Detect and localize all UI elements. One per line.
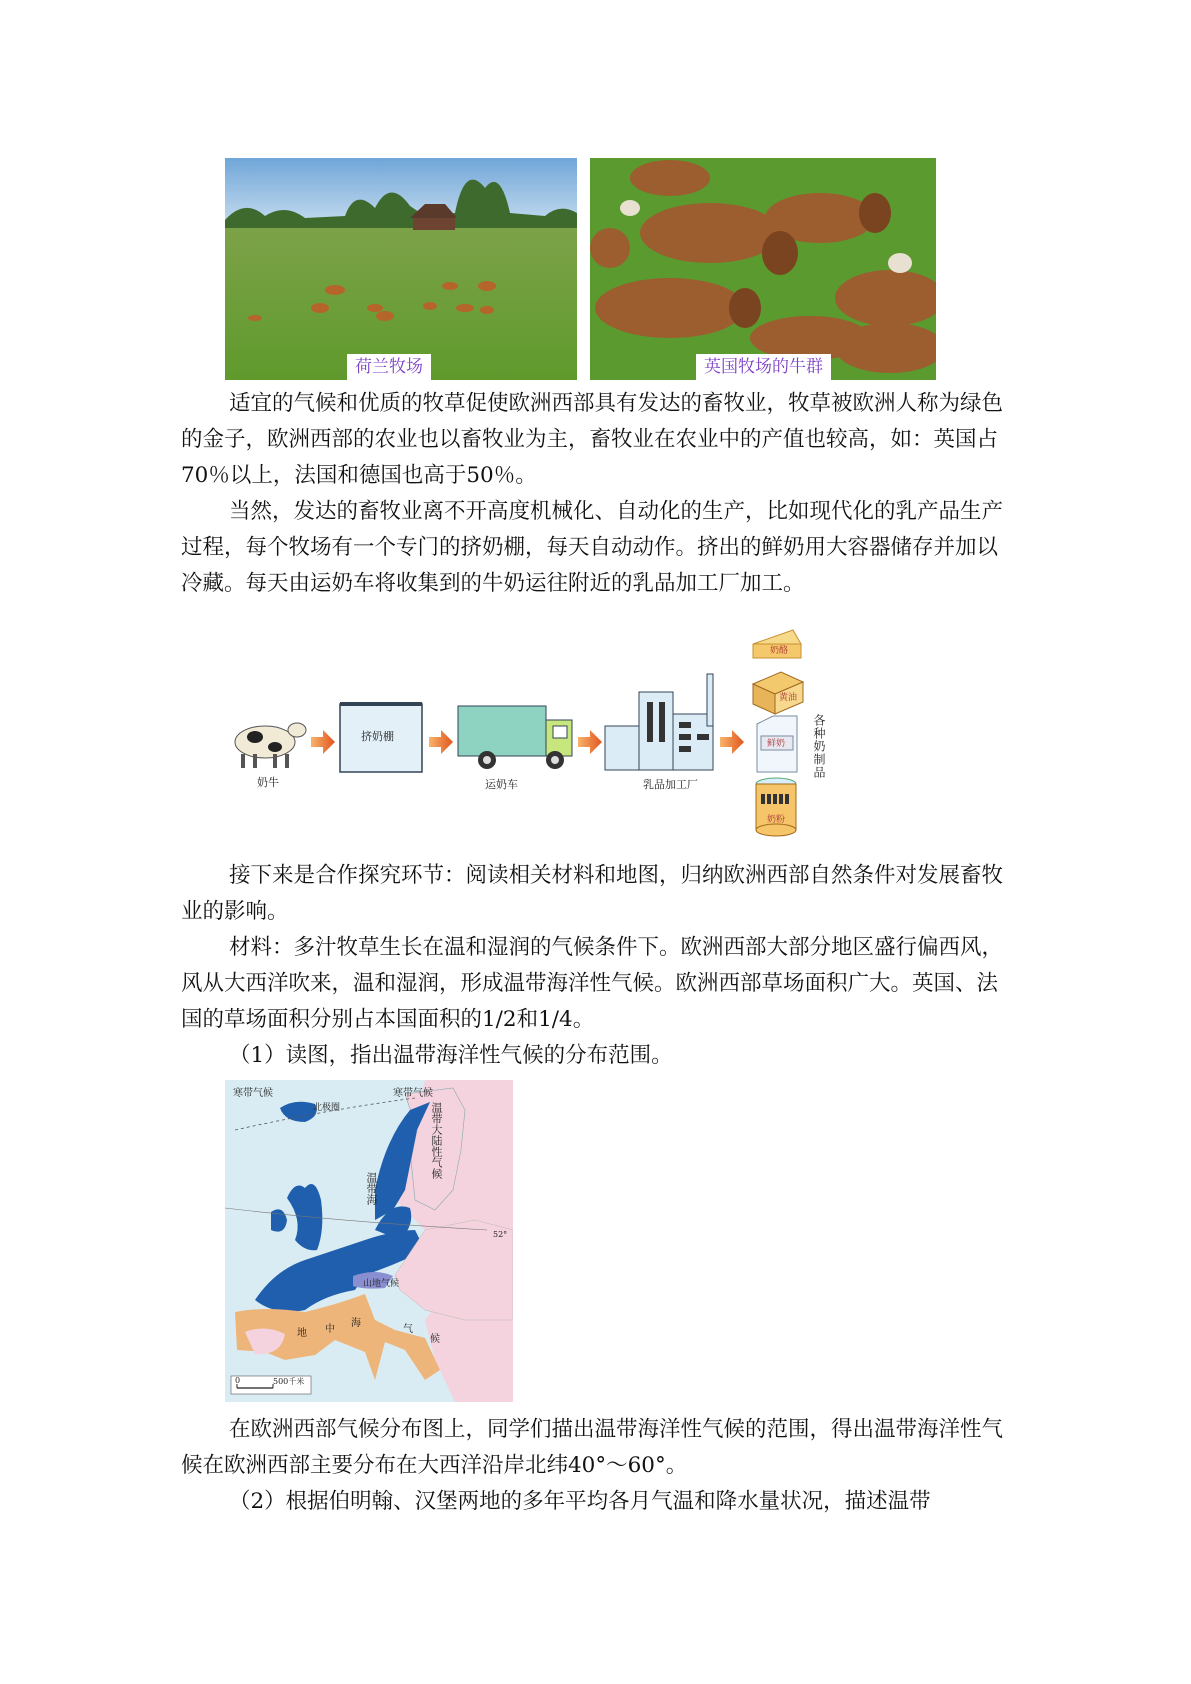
- text-block-2: [181, 858, 1013, 1074]
- climate-map: [225, 1080, 513, 1402]
- paragraph: 当然，发达的畜牧业离不开高度机械化、自动化的生产，比如现代化的乳产品生产过程，每个牧场有一个专门的挤奶棚，每天自动动作。挤出的鲜奶用大容器储存并加以冷藏。每天由运奶车将收集到的牛奶运往附近的乳品加工厂加工。: [181, 499, 1004, 596]
- text-block-1: [181, 386, 1013, 602]
- cow-icon: [235, 723, 306, 768]
- products-label: 各种奶制品: [812, 714, 826, 779]
- map-label: 地: [297, 1328, 307, 1339]
- map-label: 寒带气候: [393, 1088, 433, 1099]
- scale-zero: 0: [235, 1376, 241, 1385]
- arrow-icon: [578, 730, 602, 754]
- paragraph: 适宜的气候和优质的牧草促使欧洲西部具有发达的畜牧业，牧草被欧洲人称为绿色的金子，欧洲西部的农业也以畜牧业为主，畜牧业在农业中的产值也较高，如：英国占70％以上，法国和德国也高于50％。: [181, 391, 1004, 488]
- cow-label: 奶牛: [257, 776, 279, 789]
- map-label: 北极圈: [313, 1103, 341, 1113]
- photo-uk-cattle: [590, 158, 936, 380]
- scale-label: 500千米: [273, 1377, 305, 1386]
- map-label: 候: [430, 1334, 440, 1345]
- arrow-icon: [311, 730, 335, 754]
- truck-label: 运奶车: [485, 778, 518, 791]
- milk-powder-can-icon: [756, 778, 796, 836]
- map-label: 温带大陆性气候: [430, 1102, 443, 1179]
- photo-caption: 荷兰牧场: [347, 354, 431, 380]
- map-label: 山地气候: [363, 1279, 400, 1289]
- dairy-flow-diagram: [225, 622, 865, 842]
- dairy-factory-icon: [605, 674, 713, 770]
- powder-label: 奶粉: [767, 815, 786, 825]
- factory-label: 乳品加工厂: [643, 778, 698, 791]
- text-block-3: [181, 1412, 1013, 1520]
- paragraph: 材料：多汁牧草生长在温和湿润的气候条件下。欧洲西部大部分地区盛行偏西风，风从大西洋吹来，温和湿润，形成温带海洋性气候。欧洲西部草场面积广大。英国、法国的草场面积分别占本国面积的1/2和1/4。: [181, 935, 1004, 1032]
- arrow-icon: [720, 730, 744, 754]
- map-label: 寒带气候: [233, 1088, 273, 1099]
- arrow-icon: [429, 730, 453, 754]
- shed-label: 挤奶棚: [361, 730, 394, 743]
- map-label: 海: [351, 1318, 361, 1329]
- paragraph: （1）读图，指出温带海洋性气候的分布范围。: [229, 1043, 673, 1068]
- paragraph: （2）根据伯明翰、汉堡两地的多年平均各月气温和降水量状况，描述温带: [229, 1489, 931, 1514]
- cheese-label: 奶酪: [770, 646, 789, 656]
- photo-dutch-pasture: [225, 158, 577, 380]
- map-label: 气: [403, 1324, 413, 1335]
- milk-label: 鲜奶: [767, 739, 786, 749]
- paragraph: 在欧洲西部气候分布图上，同学们描出温带海洋性气候的范围，得出温带海洋性气候在欧洲西部主要分布在大西洋沿岸北纬40°～60°。: [181, 1417, 1004, 1478]
- butter-label: 黄油: [779, 693, 798, 703]
- milk-truck-icon: [458, 706, 572, 769]
- photo-caption: 英国牧场的牛群: [696, 354, 831, 380]
- map-label: 中: [325, 1324, 335, 1335]
- map-label: 52°: [493, 1230, 508, 1239]
- paragraph: 接下来是合作探究环节：阅读相关材料和地图，归纳欧洲西部自然条件对发展畜牧业的影响。: [181, 863, 1004, 924]
- map-label: 温带海: [365, 1172, 378, 1205]
